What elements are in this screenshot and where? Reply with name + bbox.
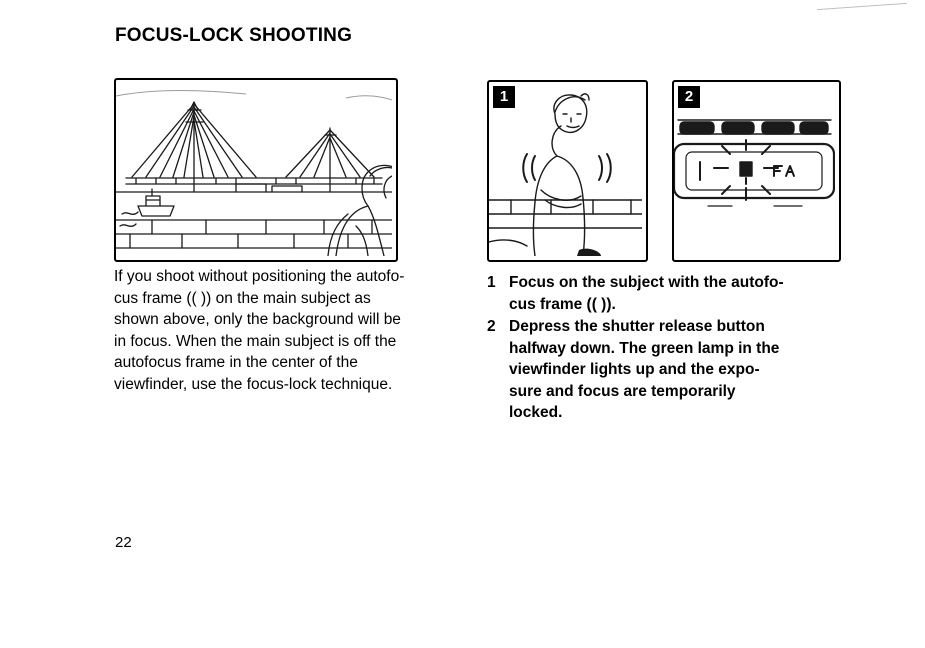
figure-badge-2: 2 [678,86,700,108]
figure-bridge-scene [114,78,398,262]
left-body-text [114,266,444,395]
left-text-line: viewfinder, use the focus-lock technique. [114,375,393,393]
page-number: 22 [115,534,132,551]
step-text-line: cus frame (( )). [509,295,616,313]
left-text-line: cus frame (( )) on the main subject as [114,289,371,307]
left-text-line: in focus. When the main subject is off the [114,332,397,350]
left-text-line: autofocus frame in the center of the [114,354,358,371]
step-item [487,316,837,424]
left-text-line: If you shoot without positioning the autofo- [114,268,405,285]
step-text-line: sure and focus are temporarily [509,382,736,400]
figure-badge-1: 1 [493,86,515,108]
right-steps-list [487,272,837,425]
step-number: 2 [487,318,496,335]
page-title: FOCUS-LOCK SHOOTING [115,25,353,46]
left-text-line: shown above, only the background will be [114,311,401,328]
step-text-line: locked. [509,404,563,421]
scan-artifact-line [817,3,907,10]
step-text-line: Focus on the subject with the autofo- [509,274,784,291]
step-text-line: viewfinder lights up and the expo- [509,361,760,378]
step-text-line: Depress the shutter release button [509,318,765,335]
step-number: 1 [487,274,496,291]
step-text-line: halfway down. The green lamp in the [509,339,780,357]
step-item [487,272,837,315]
